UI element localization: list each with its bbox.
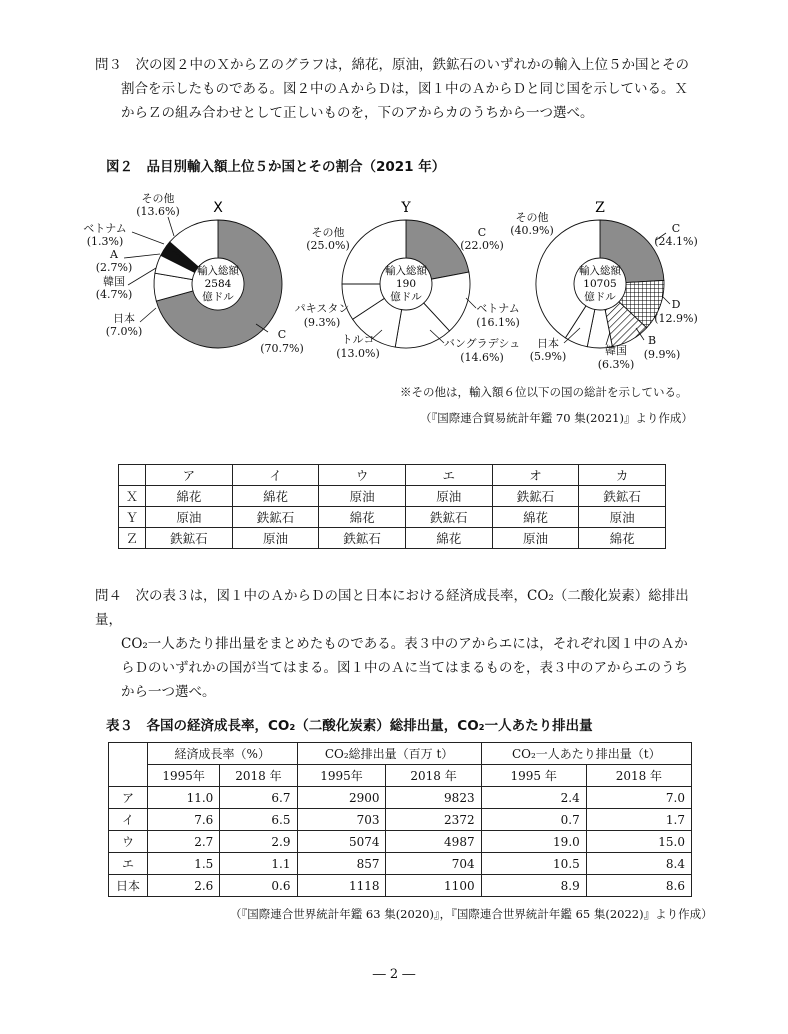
table3-row: エ 1.5 1.1 857 704 10.5 8.4 xyxy=(109,853,692,875)
choice-row: Ｙ 原油 鉄鉱石 綿花 鉄鉱石 綿花 原油 xyxy=(119,507,666,528)
choice-col: イ xyxy=(232,465,319,486)
x-label-japan: 日本 xyxy=(113,312,135,325)
z-label-other: その他 xyxy=(515,211,549,224)
choice-col: カ xyxy=(579,465,666,486)
choice-col: オ xyxy=(492,465,579,486)
table3 xyxy=(108,742,692,897)
z-pct-d: (12.9%) xyxy=(654,312,698,325)
choice-header-row xyxy=(119,465,666,486)
z-pct-other: (40.9%) xyxy=(510,224,554,237)
donut-center-label: 輸入総額 xyxy=(579,265,621,277)
q4-text xyxy=(95,584,715,704)
choice-row: Ｘ 綿花 綿花 原油 原油 鉄鉱石 鉄鉱石 xyxy=(119,486,666,507)
page-number: ― 2 ― xyxy=(372,967,416,982)
donut-center-label: 億ドル xyxy=(584,291,616,303)
table3-title: 表３ 各国の経済成長率，CO₂（二酸化炭素）総排出量，CO₂一人あたり排出量 xyxy=(106,718,593,734)
y-pct-vietnam: (16.1%) xyxy=(476,316,520,329)
chart-z-title: Z xyxy=(595,200,605,216)
y-label-vietnam: ベトナム xyxy=(476,302,520,315)
x-label-c: C xyxy=(277,328,287,341)
x-pct-c: (70.7%) xyxy=(260,342,304,355)
chart-x-title: X xyxy=(213,200,223,216)
z-label-japan: 日本 xyxy=(537,337,559,350)
x-pct-japan: (7.0%) xyxy=(105,325,143,338)
table3-sub-header-row: 1995年 2018 年 1995年 2018 年 1995 年 2018 年 xyxy=(109,765,692,787)
z-label-korea: 韓国 xyxy=(605,344,627,357)
figure2-charts xyxy=(70,188,730,378)
table3-group-header-row xyxy=(109,743,692,765)
x-label-vietnam: ベトナム xyxy=(83,222,127,235)
y-pct-pakistan: (9.3%) xyxy=(303,316,341,329)
figure2-source: （『国際連合貿易統計年鑑 70 集(2021)』より作成） xyxy=(420,411,693,425)
choice-row: Ｚ 鉄鉱石 原油 鉄鉱石 綿花 原油 綿花 xyxy=(119,528,666,549)
q3-text xyxy=(95,53,715,125)
q4-line4: から一つ選べ。 xyxy=(121,684,216,700)
y-label-turkey: トルコ xyxy=(341,333,375,346)
q3-label: 問３ xyxy=(95,57,122,73)
q4-label: 問４ xyxy=(95,588,122,604)
q4-line3: らＤのいずれかの国が当てはまる。図１中のＡに当てはまるものを，表３中のアからエのうち xyxy=(121,660,688,676)
y-pct-other: (25.0%) xyxy=(306,239,350,252)
z-pct-b: (9.9%) xyxy=(643,348,681,361)
y-pct-turkey: (13.0%) xyxy=(336,347,380,360)
table3-group-header: CO₂総排出量（百万 t） xyxy=(297,743,481,765)
donut-center-label: 億ドル xyxy=(202,291,234,303)
z-pct-c: (24.1%) xyxy=(654,235,698,248)
y-pct-bangladesh: (14.6%) xyxy=(460,351,504,364)
donut-center-label: 190 xyxy=(395,278,417,290)
choice-table xyxy=(118,464,666,549)
z-pct-korea: (6.3%) xyxy=(597,358,635,371)
y-label-pakistan: パキスタン xyxy=(294,302,350,315)
y-label-bangladesh: バングラデシュ xyxy=(443,337,521,350)
x-pct-other: (13.6%) xyxy=(136,205,180,218)
x-label-korea: 韓国 xyxy=(103,275,125,288)
y-label-other: その他 xyxy=(311,226,345,239)
q3-line3: からＺの組み合わせとして正しいものを，下のアからカのうちから一つ選べ。 xyxy=(121,105,594,121)
table3-row: イ 7.6 6.5 703 2372 0.7 1.7 xyxy=(109,809,692,831)
x-pct-a: (2.7%) xyxy=(95,261,133,274)
table3-source: （『国際連合世界統計年鑑 63 集(2020)』，『国際連合世界統計年鑑 65 集(2022)』より作成） xyxy=(230,907,713,921)
choice-col: ア xyxy=(146,465,233,486)
z-pct-japan: (5.9%) xyxy=(529,350,567,363)
choice-col: ウ xyxy=(319,465,406,486)
q3-line1: 次の図２中のＸからＺのグラフは，綿花，原油，鉄鉱石のいずれかの輸入上位５か国とその xyxy=(135,57,689,73)
table3-group-header: 経済成長率（%） xyxy=(148,743,298,765)
q4-line1: 次の表３は，図１中のＡからＤの国と日本における経済成長率，CO₂（二酸化炭素）総排出量， xyxy=(95,588,689,628)
donut-center-label: 輸入総額 xyxy=(385,265,427,277)
choice-col: エ xyxy=(405,465,492,486)
x-label-other: その他 xyxy=(141,192,175,205)
z-label-b: B xyxy=(647,334,657,347)
z-label-c: C xyxy=(671,222,681,235)
q4-line2: CO₂一人あたり排出量をまとめたものである。表３中のアからエには，それぞれ図１中のＡか xyxy=(121,636,688,652)
table3-row: ウ 2.7 2.9 5074 4987 19.0 15.0 xyxy=(109,831,692,853)
table3-row: 日本 2.6 0.6 1118 1100 8.9 8.6 xyxy=(109,875,692,897)
table3-group-header: CO₂一人あたり排出量（t） xyxy=(481,743,691,765)
table3-row: ア 11.0 6.7 2900 9823 2.4 7.0 xyxy=(109,787,692,809)
y-pct-c: (22.0%) xyxy=(460,239,504,252)
x-pct-vietnam: (1.3%) xyxy=(86,235,124,248)
donut-center-label: 輸入総額 xyxy=(197,265,239,277)
donut-center-label: 億ドル xyxy=(390,291,422,303)
x-label-a: A xyxy=(110,248,118,261)
figure2-note: ※その他は，輸入額６位以下の国の総計を示している。 xyxy=(400,385,688,399)
chart-y-title: Y xyxy=(401,200,411,216)
figure2-title: 図２ 品目別輸入額上位５か国とその割合（2021 年） xyxy=(106,159,446,175)
y-label-c: C xyxy=(477,226,487,239)
donut-center-label: 10705 xyxy=(583,278,617,290)
q3-line2: 割合を示したものである。図２中のＡからＤは，図１中のＡからＤと同じ国を示している。Ｘ xyxy=(121,81,688,97)
x-pct-korea: (4.7%) xyxy=(95,288,133,301)
donut-center-label: 2584 xyxy=(204,278,232,290)
z-label-d: D xyxy=(671,298,681,311)
